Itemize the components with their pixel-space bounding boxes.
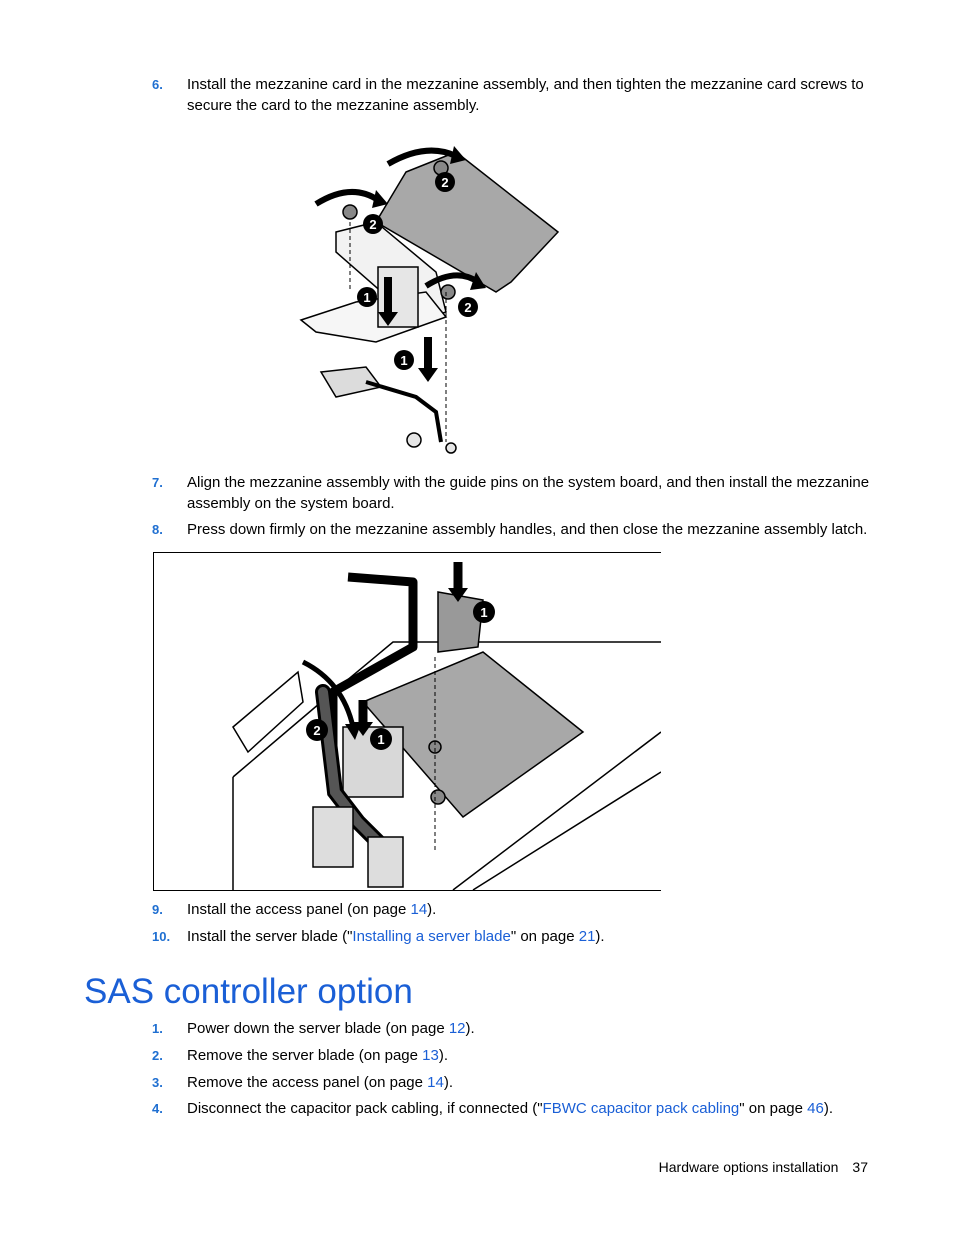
callout-1a <box>357 287 377 307</box>
assembly-arm <box>366 382 441 442</box>
step-text-mid: " on page <box>510 928 579 945</box>
page-link[interactable]: 14 <box>427 1074 444 1091</box>
svg-text:2: 2 <box>464 300 472 315</box>
step-text-post: ). <box>427 901 437 918</box>
step-text: Install the mezzanine card in the mezzanine assembly, and then tighten the mezzanine card screws to secure the card to the mezzanine assembly. <box>187 76 864 114</box>
page-link[interactable]: 46 <box>807 1100 824 1117</box>
step-text <box>187 1018 872 1039</box>
svg-text:2: 2 <box>313 723 321 738</box>
step-text-post: ). <box>595 928 605 945</box>
callout-2b <box>363 214 383 234</box>
step-text <box>187 1098 872 1119</box>
step-text-post: ). <box>465 1020 475 1037</box>
callout-2c <box>458 297 478 317</box>
guide-pin <box>431 790 445 804</box>
step-text <box>187 1045 872 1066</box>
step-text-post: ). <box>823 1100 834 1117</box>
mezzanine-card-diagram <box>296 142 566 460</box>
screw <box>441 285 455 299</box>
topic-link[interactable]: Installing a server blade <box>352 928 511 945</box>
svg-text:2: 2 <box>369 217 377 232</box>
svg-text:1: 1 <box>377 732 385 747</box>
svg-text:1: 1 <box>480 605 488 620</box>
guide-pin <box>446 443 456 453</box>
step-number: 1. <box>152 1021 163 1036</box>
press-arrow-head <box>418 368 438 382</box>
callout-2 <box>306 719 328 741</box>
step-number: 9. <box>152 902 163 917</box>
step-text-pre: Install the server blade (" <box>187 928 353 945</box>
page-footer <box>659 1157 868 1177</box>
step-number: 6. <box>152 77 163 92</box>
step-text-pre: Install the access panel (on page <box>187 901 411 918</box>
step-number: 10. <box>152 929 171 944</box>
page-number: 37 <box>852 1159 868 1175</box>
step-text-pre: Remove the server blade (on page <box>187 1047 423 1064</box>
step-text <box>187 1072 872 1093</box>
step-number: 8. <box>152 522 163 537</box>
step-number: 7. <box>152 475 163 490</box>
screw <box>343 205 357 219</box>
callout-2a <box>435 172 455 192</box>
connector <box>313 807 353 867</box>
guide-pin <box>407 433 421 447</box>
step-text-mid: " on page <box>739 1100 808 1117</box>
step-text-post: ). <box>438 1047 448 1064</box>
step-text-post: ). <box>443 1074 454 1091</box>
svg-text:1: 1 <box>363 290 371 305</box>
topic-link[interactable]: FBWC capacitor pack cabling <box>542 1100 740 1117</box>
step-text-pre: Disconnect the capacitor pack cabling, if connected (" <box>187 1100 543 1117</box>
callout-1-top <box>473 601 495 623</box>
step-number: 3. <box>152 1075 163 1090</box>
connector <box>368 837 403 887</box>
page-link[interactable]: 12 <box>448 1020 466 1037</box>
mezzanine-assembly-figure <box>153 552 661 892</box>
callout-1-bottom <box>370 728 392 750</box>
step-text-pre: Power down the server blade (on page <box>187 1020 449 1037</box>
footer-label: Hardware options installation <box>658 1159 839 1175</box>
rotate-arrow <box>316 192 378 204</box>
mezzanine-card-figure <box>296 142 566 460</box>
svg-text:1: 1 <box>400 353 408 368</box>
step-text-pre: Remove the access panel (on page <box>187 1074 428 1091</box>
step-text: Press down firmly on the mezzanine assembly handles, and then close the mezzanine assembly latch. <box>187 521 868 538</box>
page-link[interactable]: 14 <box>410 901 428 918</box>
step-number: 4. <box>152 1101 163 1116</box>
step-text <box>187 899 872 920</box>
page-link[interactable]: 13 <box>422 1047 439 1064</box>
step-text <box>187 926 872 947</box>
mezzanine-assembly-diagram <box>153 552 661 892</box>
assembly-handle <box>438 592 483 652</box>
page-link[interactable]: 21 <box>578 928 596 945</box>
svg-text:2: 2 <box>441 175 449 190</box>
step-text: Align the mezzanine assembly with the guide pins on the system board, and then install the mezzanine assembly on the system board. <box>187 474 870 512</box>
callout-1b <box>394 350 414 370</box>
section-title: SAS controller option <box>84 972 413 1011</box>
step-number: 2. <box>152 1048 163 1063</box>
